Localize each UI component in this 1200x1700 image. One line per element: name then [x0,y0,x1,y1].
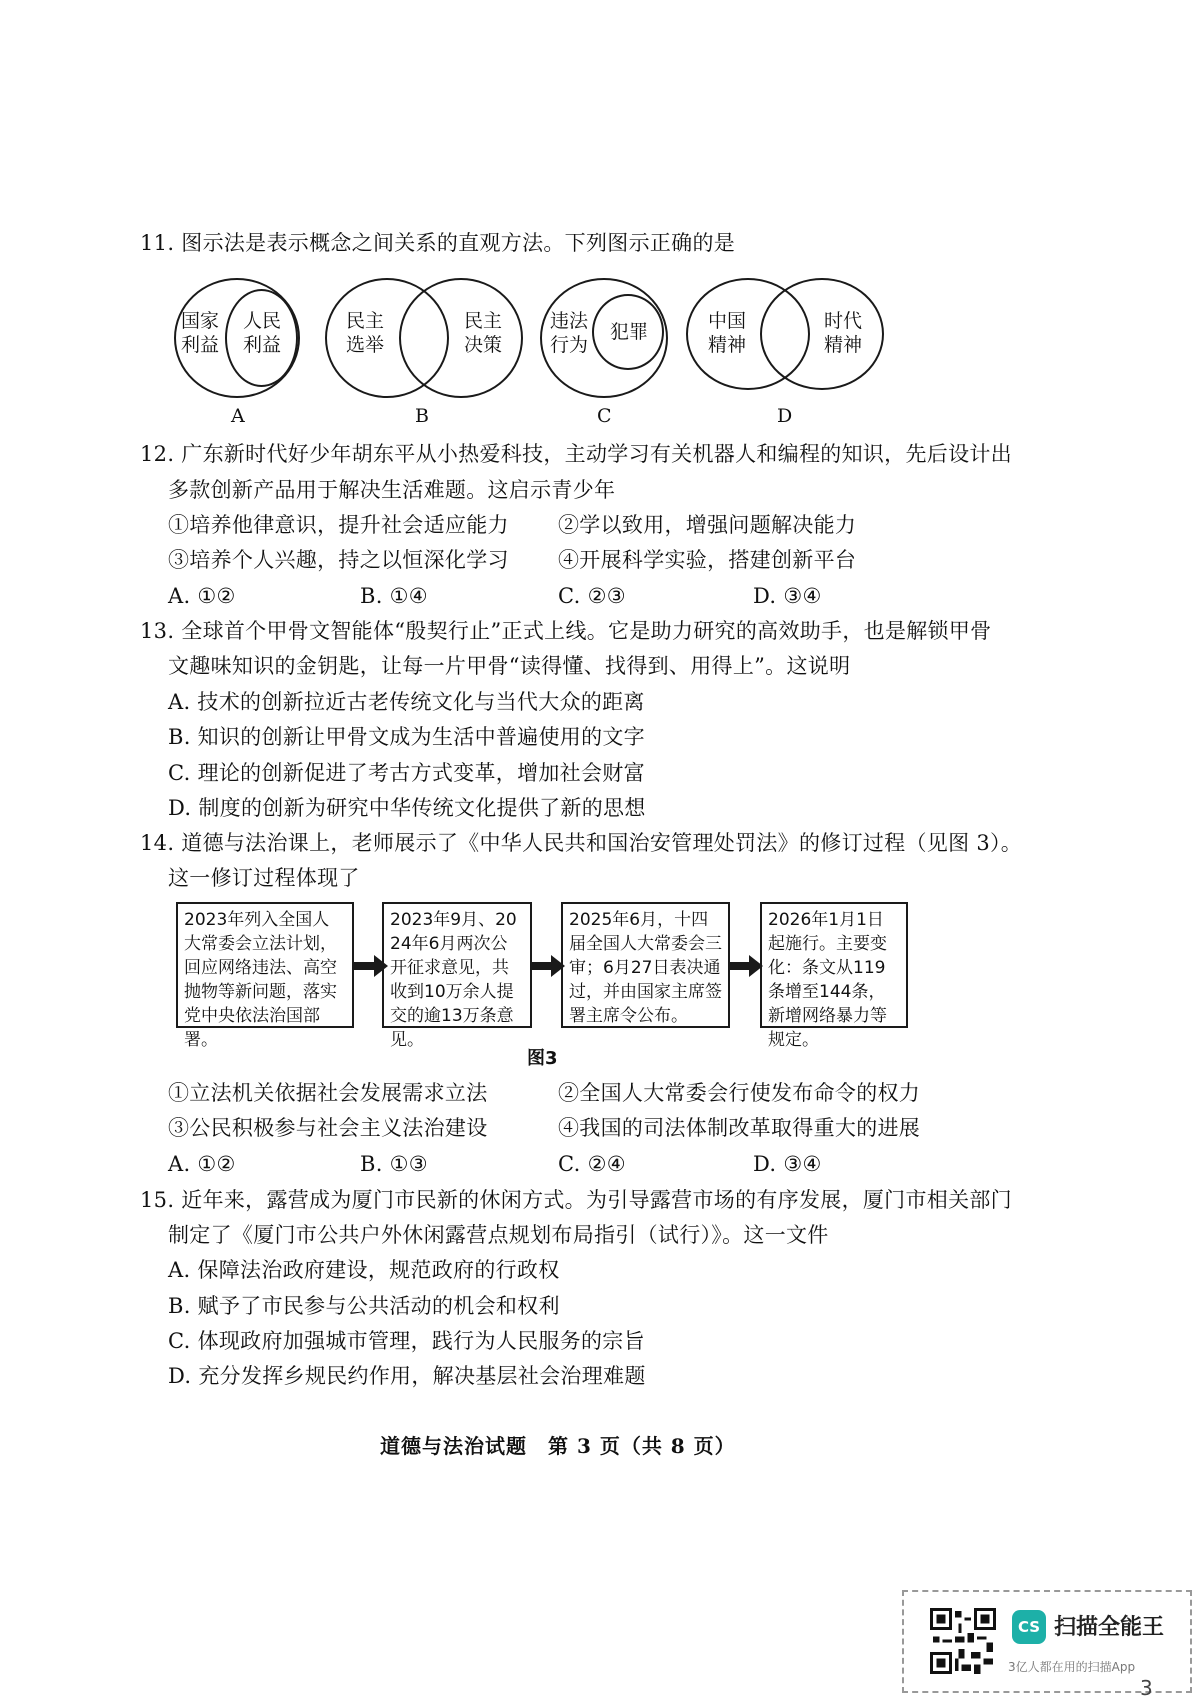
diagram-a-outer-label: 国家 利益 [180,310,219,356]
diagram-c-letter: C [597,405,612,427]
camscanner-logo-icon: CS [1012,1610,1046,1644]
flow-arrow-2 [531,955,565,977]
q12-stem-line2: 多款创新产品用于解决生活难题。这启示青少年 [168,478,616,502]
diagram-c-inner-label: 犯罪 [609,321,648,343]
flow-step-4: 2026年1月1日起施行。主要变化：条文从119条增至144条，新增网络暴力等规定。 [760,902,908,1028]
flow-step-3: 2025年6月，十四届全国人大常委会三审；6月27日表决通过，并由国家主席签署主席令公布。 [561,902,730,1028]
q15-option-d: D. 充分发挥乡规民约作用，解决基层社会治理难题 [168,1364,646,1388]
q15-option-c: C. 体现政府加强城市管理，践行为人民服务的宗旨 [168,1329,645,1353]
q14-statement-2: ②全国人大常委会行使发布命令的权力 [558,1081,921,1105]
q14-option-a: A. ①② [168,1152,236,1176]
q15-option-a: A. 保障法治政府建设，规范政府的行政权 [168,1258,560,1282]
q12-option-d: D. ③④ [753,584,822,608]
q12-statement-3: ③培养个人兴趣，持之以恒深化学习 [168,548,509,572]
flow-step-2: 2023年9月、2024年6月两次公开征求意见，共收到10万余人提交的逾13万条意见。 [382,902,532,1028]
diagram-b-left-label: 民主 选举 [345,310,384,356]
q12-statement-4: ④开展科学实验，搭建创新平台 [558,548,857,572]
q13-option-a: A. 技术的创新拉近古老传统文化与当代大众的距离 [168,690,645,714]
q15-stem-line2: 制定了《厦门市公共户外休闲露营点规划布局指引（试行）》。这一文件 [168,1223,829,1247]
q13-option-c: C. 理论的创新促进了考古方式变革，增加社会财富 [168,761,645,785]
diagram-d-right-label: 时代 精神 [823,310,862,356]
q13-stem-line1: 13. 全球首个甲骨文智能体“殷契行止”正式上线。它是助力研究的高效助手，也是解锁甲骨 [140,619,992,643]
q12-statement-2: ②学以致用，增强问题解决能力 [558,513,857,537]
flow-arrow-3 [729,955,763,977]
diagram-d-letter: D [777,405,793,427]
diagram-d-left-label: 中国 精神 [707,310,746,356]
qr-code-icon [930,1608,996,1674]
q15-option-b: B. 赋予了市民参与公共活动的机会和权利 [168,1294,560,1318]
q12-option-a: A. ①② [168,584,236,608]
scanner-app-name: 扫描全能王 [1054,1615,1165,1640]
q14-option-c: C. ②④ [558,1152,626,1176]
q12-statement-1: ①培养他律意识，提升社会适应能力 [168,513,509,537]
q11-stem: 11. 图示法是表示概念之间关系的直观方法。下列图示正确的是 [140,231,736,255]
q12-option-b: B. ①④ [360,584,428,608]
q14-statement-3: ③公民积极参与社会主义法治建设 [168,1116,488,1140]
q13-option-b: B. 知识的创新让甲骨文成为生活中普遍使用的文字 [168,725,645,749]
q14-stem-line2: 这一修订过程体现了 [168,866,360,890]
q14-option-d: D. ③④ [753,1152,822,1176]
q12-stem-line1: 12. 广东新时代好少年胡东平从小热爱科技，主动学习有关机器人和编程的知识，先后设计出 [140,442,1012,466]
flow-step-1: 2023年列入全国人大常委会立法计划，回应网络违法、高空抛物等新问题，落实党中央依法治国部署。 [176,902,354,1028]
q15-stem-line1: 15. 近年来，露营成为厦门市民新的休闲方式。为引导露营市场的有序发展，厦门市相关部门 [140,1188,1012,1212]
q13-option-d: D. 制度的创新为研究中华传统文化提供了新的思想 [168,796,646,820]
page-footer: 道德与法治试题 第 3 页（共 8 页） [380,1434,736,1458]
diagram-a-inner-label: 人民 利益 [242,310,281,356]
q13-stem-line2: 文趣味知识的金钥匙，让每一片甲骨“读得懂、找得到、用得上”。这说明 [168,654,851,678]
figure-caption: 图3 [527,1048,558,1069]
diagram-a-letter: A [231,405,245,427]
diagram-b-right-label: 民主 决策 [463,310,502,356]
q14-statement-1: ①立法机关依据社会发展需求立法 [168,1081,488,1105]
scan-page-number: 3 [1140,1676,1153,1700]
q12-option-c: C. ②③ [558,584,626,608]
q14-statement-4: ④我国的司法体制改革取得重大的进展 [558,1116,921,1140]
q14-stem-line1: 14. 道德与法治课上，老师展示了《中华人民共和国治安管理处罚法》的修订过程（见图 3）。 [140,831,1023,855]
scanner-app-tagline: 3亿人都在用的扫描App [1008,1660,1136,1674]
q14-option-b: B. ①③ [360,1152,428,1176]
diagram-b-letter: B [415,405,429,427]
diagram-c-outer-label: 违法 行为 [549,310,588,356]
